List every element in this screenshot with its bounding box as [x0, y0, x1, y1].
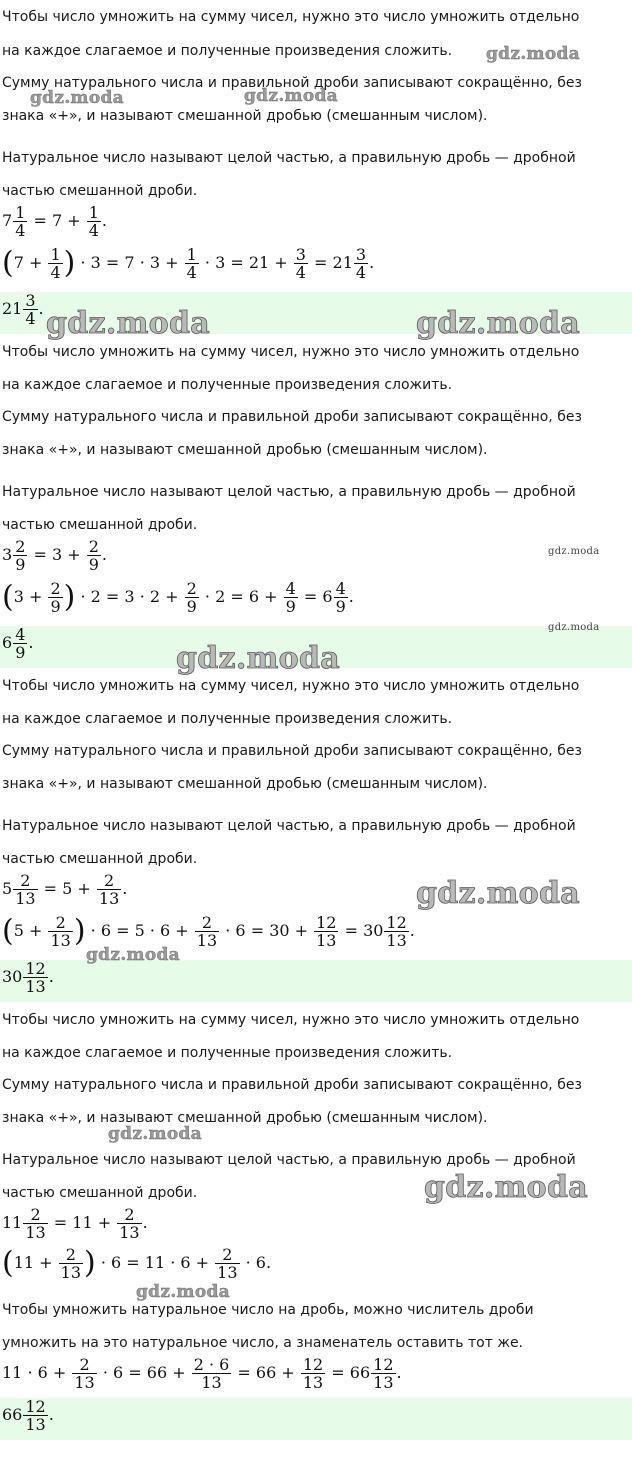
answer-box	[0, 960, 632, 1002]
rule-parts-line1: Натуральное число называют целой частью, а правильную дробь — дробной	[2, 484, 576, 500]
watermark: gdz.moda	[548, 622, 600, 633]
rule-parts-line2: частью смешанной дроби.	[2, 1185, 198, 1201]
rule-mixed-line2: знака «+», и называют смешанной дробью (смешанным числом).	[2, 1110, 488, 1126]
rule-mixed-line2: знака «+», и называют смешанной дробью (смешанным числом).	[2, 108, 488, 124]
rule-distributive-line2: на каждое слагаемое и полученные произведения сложить.	[2, 711, 453, 727]
watermark: gdz.moda	[46, 306, 211, 341]
rule-distributive-line1: Чтобы число умножить на сумму чисел, нужно это число умножить отдельно	[2, 344, 580, 360]
equation-multiplication: (11 + $\frac{2}{13}$ ) · 6 = 11 · 6 + $\frac{2}{13}$ · 6.	[2, 1245, 272, 1282]
equation-mixed-expansion: 11 $\frac{2}{13}$ = 11 + $\frac{2}{13}$ .	[2, 1205, 148, 1242]
equation-mixed-expansion: 5 $\frac{2}{13}$ = 5 + $\frac{2}{13}$ .	[2, 871, 128, 908]
equation-multiplication: (3 + $\frac{2}{9}$ ) · 2 = 3 · 2 + $\frac{2}{9}$ · 2 = 6 + $\frac{4}{9}$ = 6 $\frac{4}{9}$ .	[2, 579, 354, 616]
rule-distributive-line1: Чтобы число умножить на сумму чисел, нужно это число умножить отдельно	[2, 678, 580, 694]
answer-value: 66 $\frac{12}{13}$ .	[2, 1397, 54, 1434]
watermark: gdz.moda	[486, 44, 580, 64]
watermark: gdz.moda	[86, 945, 180, 965]
rule-parts-line1: Натуральное число называют целой частью, а правильную дробь — дробной	[2, 818, 576, 834]
watermark: gdz.moda	[136, 1282, 230, 1302]
rule-mixed-line2: знака «+», и называют смешанной дробью (смешанным числом).	[2, 442, 488, 458]
equation-fraction-step: 11 · 6 + $\frac{2}{13}$ · 6 = 66 + $\frac{2 \cdot 6}{13}$ = 66 + $\frac{12}{13}$ = 66 $\frac{12}{13}$ .	[2, 1355, 402, 1392]
rule-distributive-line1: Чтобы число умножить на сумму чисел, нужно это число умножить отдельно	[2, 1012, 580, 1028]
watermark: gdz.moda	[416, 306, 581, 341]
rule-parts-line2: частью смешанной дроби.	[2, 851, 198, 867]
equation-mixed-expansion: 3 $\frac{2}{9}$ = 3 + $\frac{2}{9}$ .	[2, 537, 107, 574]
answer-box	[0, 1398, 632, 1440]
watermark: gdz.moda	[30, 88, 124, 108]
watermark: gdz.moda	[176, 641, 341, 676]
watermark: gdz.moda	[244, 86, 338, 106]
rule-mixed-line2: знака «+», и называют смешанной дробью (смешанным числом).	[2, 776, 488, 792]
answer-value: 21 $\frac{3}{4}$ .	[2, 291, 44, 328]
rule-parts-line2: частью смешанной дроби.	[2, 517, 198, 533]
equation-multiplication: (5 + $\frac{2}{13}$ ) · 6 = 5 · 6 + $\frac{2}{13}$ · 6 = 30 + $\frac{12}{13}$ = 30 $\frac{12}{13}$ .	[2, 913, 415, 950]
rule-parts-line1: Натуральное число называют целой частью, а правильную дробь — дробной	[2, 1152, 576, 1168]
rule-mixed-line1: Сумму натурального числа и правильной дроби записывают сокращённо, без	[2, 409, 582, 425]
rule-distributive-line2: на каждое слагаемое и полученные произведения сложить.	[2, 377, 453, 393]
rule-mixed-line1: Сумму натурального числа и правильной дроби записывают сокращённо, без	[2, 1077, 582, 1093]
watermark: gdz.moda	[416, 876, 581, 911]
rule-fraction-line1: Чтобы умножить натуральное число на дробь, можно числитель дроби	[2, 1302, 534, 1318]
rule-fraction-line2: умножить на это натуральное число, а знаменатель оставить тот же.	[2, 1335, 524, 1351]
answer-value: 30 $\frac{12}{13}$ .	[2, 959, 54, 996]
answer-value: 6 $\frac{4}{9}$ .	[2, 625, 34, 662]
rule-parts-line2: частью смешанной дроби.	[2, 183, 198, 199]
rule-distributive-line2: на каждое слагаемое и полученные произведения сложить.	[2, 43, 453, 59]
equation-multiplication: (7 + $\frac{1}{4}$ ) · 3 = 7 · 3 + $\frac{1}{4}$ · 3 = 21 + $\frac{3}{4}$ = 21 $\frac{3}{4}$ .	[2, 245, 375, 282]
rule-distributive-line1: Чтобы число умножить на сумму чисел, нужно это число умножить отдельно	[2, 9, 580, 25]
watermark: gdz.moda	[424, 1170, 589, 1205]
rule-parts-line1: Натуральное число называют целой частью, а правильную дробь — дробной	[2, 150, 576, 166]
rule-mixed-line1: Сумму натурального числа и правильной дроби записывают сокращённо, без	[2, 743, 582, 759]
watermark: gdz.moda	[108, 1124, 202, 1144]
rule-mixed-line1: Сумму натурального числа и правильной дроби записывают сокращённо, без	[2, 75, 582, 91]
watermark: gdz.moda	[548, 546, 600, 557]
rule-distributive-line2: на каждое слагаемое и полученные произведения сложить.	[2, 1045, 453, 1061]
equation-mixed-expansion: 7 $\frac{1}{4}$ = 7 + $\frac{1}{4}$ .	[2, 203, 107, 240]
